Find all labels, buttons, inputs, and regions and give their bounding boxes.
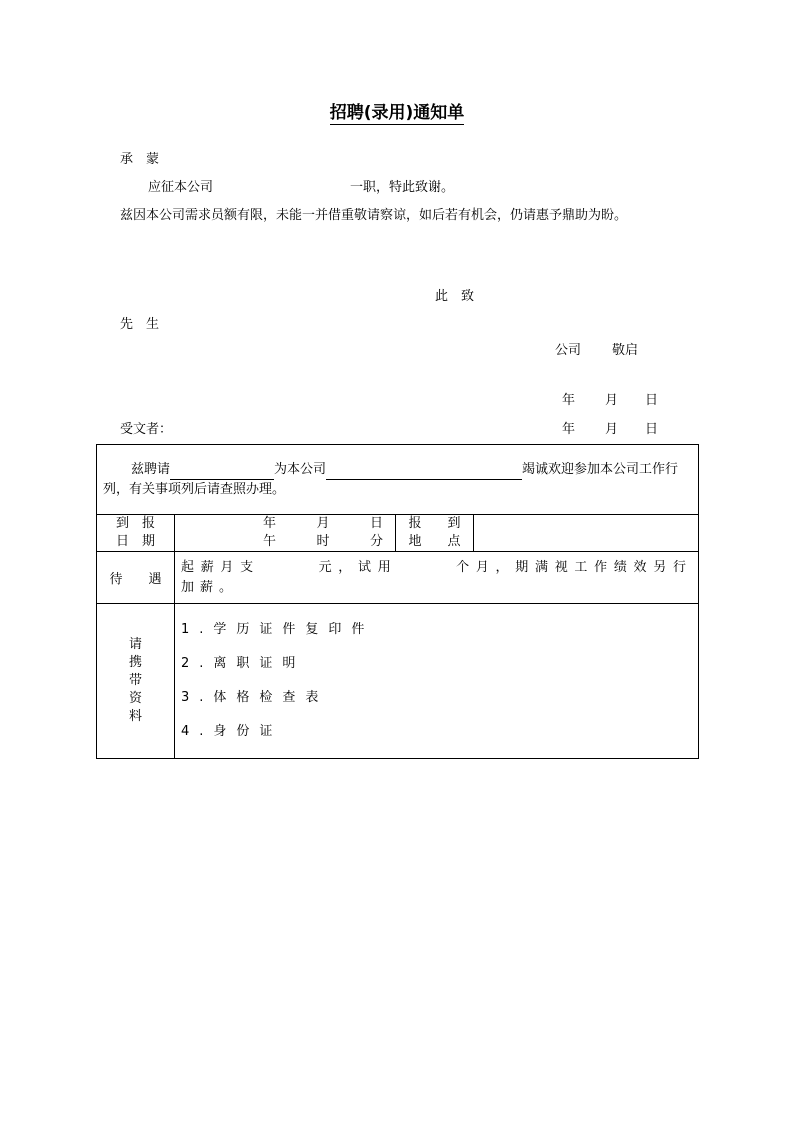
docs-label: 请 携 带 资 料 [97, 604, 175, 759]
report-date-label: 到 报 日 期 [97, 515, 175, 552]
pay-value[interactable]: 起薪月支 元，试用 个月，期满视工作绩效另行加薪。 [175, 552, 699, 604]
intro-c: 竭诚欢迎参加本公司工作行 列，有关事项列后请查照办理。 [103, 461, 692, 497]
closing-xiansheng: 先 生 [120, 317, 160, 332]
letter-line1-b: 一职，特此致谢。 [350, 180, 455, 195]
date1-month: 月 [605, 393, 619, 408]
intro-cell [97, 445, 699, 515]
date1-day: 日 [645, 393, 659, 408]
notice-form-table [96, 444, 699, 759]
page-title: 招聘(录用)通知单 [329, 103, 465, 123]
closing-cizhi: 此 致 [435, 289, 475, 304]
date1-year: 年 [562, 393, 576, 408]
letter-line2: 兹因本公司需求员额有限，未能一并借重敬请察谅，如后若有机会，仍请惠予鼎助为盼。 [120, 208, 628, 223]
salutation: 承 蒙 [120, 152, 160, 167]
date2-day: 日 [645, 422, 659, 437]
letter-line1-a: 应征本公司 [148, 180, 214, 195]
pay-label: 待 遇 [97, 552, 175, 604]
recipient-label: 受文者： [120, 422, 173, 437]
intro-b: 为本公司 [274, 461, 327, 477]
list-item: 3.体格检查表 [181, 690, 329, 705]
jingqi-label: 敬启 [612, 343, 639, 358]
report-date-value[interactable]: 年 月 日 午 时 分 [175, 515, 396, 552]
report-place-label: 报 到 地 点 [396, 515, 474, 552]
name-blank[interactable] [170, 465, 274, 480]
date2-year: 年 [562, 422, 576, 437]
docs-list [175, 604, 699, 759]
list-item: 1.学历证件复印件 [181, 622, 375, 637]
date2-month: 月 [605, 422, 619, 437]
company-label: 公司 [555, 343, 582, 358]
list-item: 4.身份证 [181, 724, 283, 739]
report-place-value[interactable] [474, 515, 699, 552]
position-blank[interactable] [326, 465, 522, 480]
intro-a: 兹聘请 [131, 461, 171, 477]
list-item: 2.离职证明 [181, 656, 306, 671]
